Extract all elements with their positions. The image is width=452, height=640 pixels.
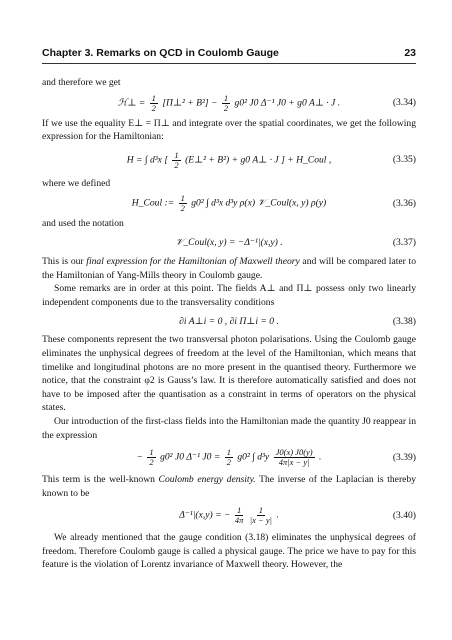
equation-number: (3.40) [392, 509, 416, 521]
header-rule [42, 63, 416, 64]
paragraph: Our introduction of the first-class fields into the Hamiltonian made the quantity J0 reappear in the expression [42, 415, 416, 441]
equation-number: (3.36) [392, 198, 416, 210]
paragraph: and used the notation [42, 218, 124, 230]
equation-3-35: H = ∫ d³x [ $\frac{1}{2}$ (E⊥² + B²) + g0 A⊥ · J ] + H_Coul , (3.35) [126, 149, 416, 170]
equation-number: (3.39) [392, 451, 416, 463]
paragraph: If we use the equality E⊥ = Π⊥ and integrate over the spatial coordinates, we get the following expression for the Hamiltonian: [42, 117, 416, 143]
paragraph: Some remarks are in order at this point. The fields A⊥ and Π⊥ possess only two linearly independent components due to the transversality conditions [42, 283, 416, 308]
equation-number: (3.38) [392, 315, 416, 327]
equation-3-39: − $\frac{1}{2}$ g0² J0 Δ⁻¹ J0 = $\frac{1}{2}$ g0² ∫ d³y $\frac{J0(x) J0(y)}{4\pi|x - y|}$ . (3.39) [136, 447, 416, 468]
equation-3-36: H_Coul := $\frac{1}{2}$ g0² ∫ d³x d³y ρ(x) 𝒱_Coul(x, y) ρ(y) (3.36) [131, 193, 416, 214]
equation-3-34: ℋ⊥ = $\frac{1}{2}$ [Π⊥² + B²] − $\frac{1}{2}$ g0² J0 Δ⁻¹ J0 + g0 A⊥ · J . (3.34) [117, 92, 416, 113]
paragraph: This term is the well-known Coulomb energy density. The inverse of the Laplacian is thereby known to be [42, 474, 416, 499]
page-header [42, 47, 416, 59]
paragraph: where we defined [42, 177, 111, 189]
equation-number: (3.35) [392, 154, 416, 166]
paragraph: These components represent the two transversal photon polarisations. Using the Coulomb gauge eliminates the unphysical degrees of freedom at the level of the Hamiltonian, which means that timelike and longitudinal photons are no more present in the quantised theory. Furthermore we notice, that the constraint φ2 is Gauss’s law. It is therefore automatically satisfied and does not have to be imposed after the quantisation as a constraint in terms of operators on the physical states. [42, 334, 416, 414]
paragraph: This is our final expression for the Hamiltonian of Maxwell theory and will be compared later to the Hamiltonian of Yang-Mills theory in Coulomb gauge. [42, 255, 416, 281]
paragraph: We already mentioned that the gauge condition (3.18) eliminates the unphysical degrees of freedom. Therefore Coulomb gauge is called a physical gauge. The price we have to pay for this feature is the violation of Lorentz invariance of Maxwell theory. However, the [42, 532, 416, 571]
chapter-title: Chapter 3. Remarks on QCD in Coulomb Gauge [42, 47, 279, 59]
equation-number: (3.37) [392, 237, 416, 249]
paragraph: and therefore we get [42, 77, 121, 88]
equation-3-37: 𝒱_Coul(x, y) = −Δ⁻¹|(x,y) . (3.37) [175, 237, 416, 249]
equation-3-38: ∂i A⊥i = 0 , ∂i Π⊥i = 0 . (3.38) [179, 315, 416, 327]
page-body [42, 76, 416, 572]
equation-number: (3.34) [392, 97, 416, 109]
page-number: 23 [404, 47, 416, 59]
equation-3-40: Δ⁻¹|(x,y) = − $\frac{1}{4\pi}$ $\frac{1}{|x - y|}$ . (3.40) [179, 505, 416, 526]
